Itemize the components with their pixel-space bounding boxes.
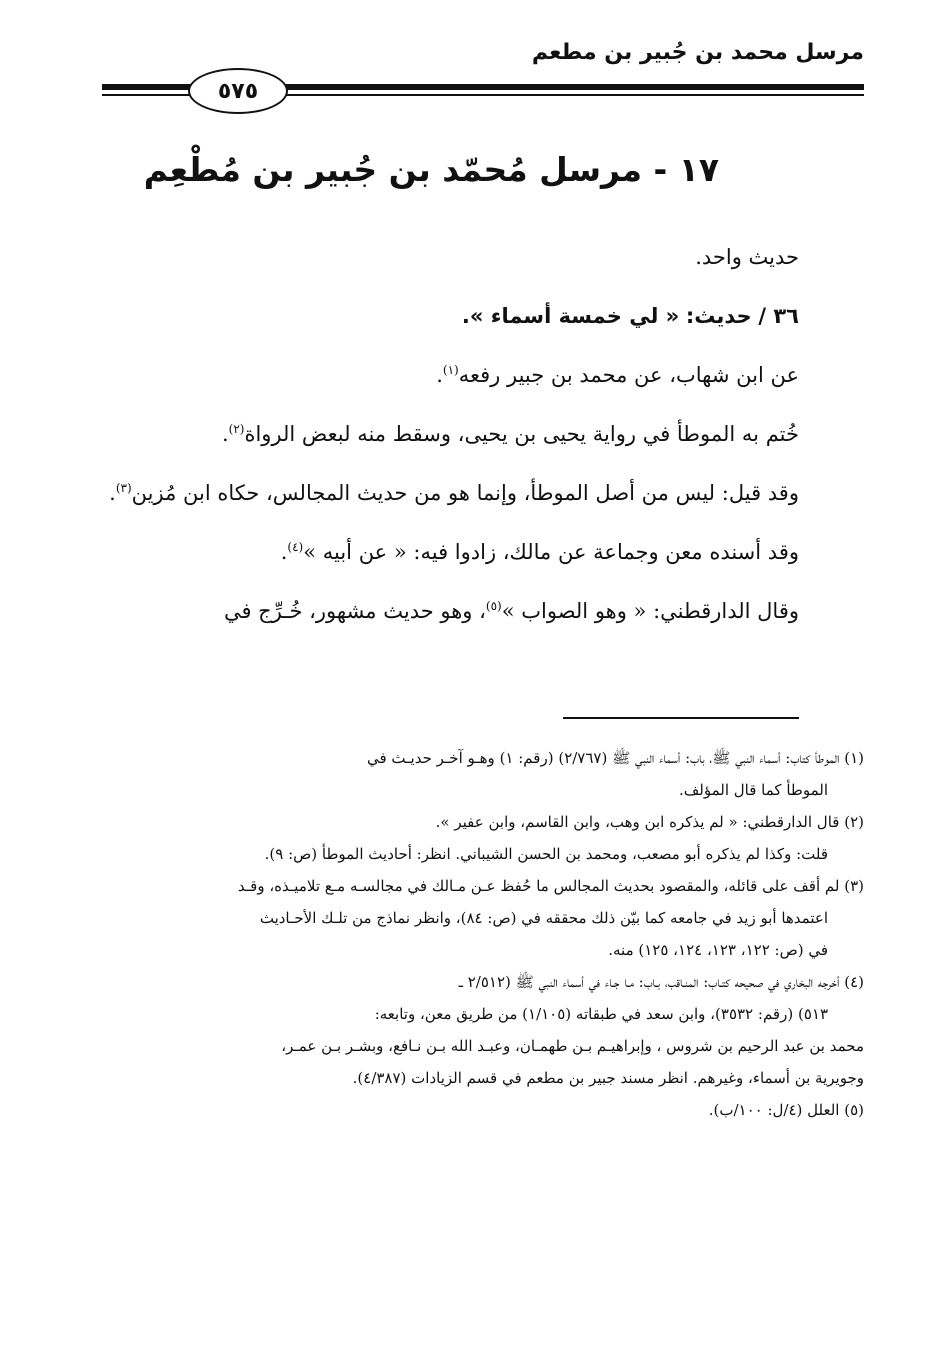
footnote-4-cont-3: وجويرية بن أسماء، وغيرهم. انظر مسند جبير بن مطعم في قسم الزيادات (٤/٣٨٧).: [352, 1069, 864, 1087]
footnote-ref-2: (٢): [228, 422, 245, 436]
footnote-2-cont: قلت: وكذا لم يذكره أبو مصعب، ومحمد بن الحسن الشيباني. انظر: أحاديث الموطأ (ص: ٩).: [264, 845, 828, 863]
chapter-title: ١٧ - مرسل مُحمّد بن جُبير بن مُطْعِم: [143, 150, 719, 189]
paragraph-2: خُتم به الموطأ في رواية يحيى بن يحيى، وسقط منه لبعض الرواة$^{(٢)}$.: [221, 422, 799, 446]
hadith-text: « لي خمسة أسماء ».: [461, 304, 680, 328]
footnote-4: (٤) أخرجه البخاري في صحيحه كتـاب: المنـاقب، بـاب: مـا جـاء في أسماء النبي ﷺ (٢/٥١٢ ـ: [458, 973, 864, 991]
footnote-1-cont: الموطأ كما قال المؤلف.: [678, 781, 828, 799]
paragraph-5: وقال الدارقطني: « وهو الصواب »$^{(٥)}$، وهو حديث مشهور، خُـرِّج في: [223, 599, 799, 623]
footnote-ref-4: (٤): [287, 540, 304, 554]
footnote-3-cont-2: في (ص: ١٢٢، ١٢٣، ١٢٤، ١٢٥) منه.: [608, 941, 828, 959]
hadith-heading: [99, 287, 799, 346]
footnote-3-cont-1: اعتمدها أبو زيد في جامعه كما بيّن ذلك محققه في (ص: ٨٤)، وانظر نماذج من تلـك الأحـاديث: [259, 909, 828, 927]
footnote-3: (٣) لم أقف على قائله، والمقصود بحديث المجالس ما حُفظ عـن مـالك في مجالسـه مـع تلاميـذه، وقـد: [237, 877, 864, 895]
footnotes: [106, 742, 864, 1126]
running-header: مرسل محمد بن جُبير بن مطعم: [531, 40, 864, 65]
paragraph-4: وقد أسنده معن وجماعة عن مالك، زادوا فيه: « عن أبيه »$^{(٤)}$.: [280, 540, 799, 564]
footnote-ref-1: (١): [442, 363, 459, 377]
footnote-5: (٥) العلل (٤/ل: ١٠٠/ب).: [708, 1101, 864, 1119]
footnote-2: (٢) قال الدارقطني: « لم يذكره ابن وهب، وابن القاسم، وابن عفير ».: [435, 813, 864, 831]
footnote-ref-5: (٥): [485, 599, 502, 613]
hadith-number: ٣٦ /: [758, 304, 799, 328]
main-text: [99, 228, 799, 641]
footnote-1: (١) الموطأ كتاب: أسماء النبي ﷺ، باب: أسماء النبي ﷺ (٢/٧٦٧) (رقم: ١) وهـو آخـر حديـث في: [366, 749, 864, 767]
footnote-4-cont-1: ٥١٣) (رقم: ٣٥٣٢)، وابن سعد في طبقاته (١/١٠٥) من طريق معن، وتابعه:: [374, 1005, 828, 1023]
paragraph-3: وقد قيل: ليس من أصل الموطأ، وإنما هو من حديث المجالس، حكاه ابن مُزين$^{(٣)}$.: [109, 481, 799, 505]
footnote-separator: [563, 717, 799, 719]
paragraph-1: عن ابن شهاب، عن محمد بن جبير رفعه$^{(١)}$.: [436, 363, 799, 387]
footnote-4-cont-2: محمد بن عبد الرحيم بن شروس ، وإبراهيـم بـن طهمـان، وعبـد الله بـن نـافع، وبشـر بـن عمـر،: [281, 1037, 864, 1055]
hadith-label: حديث:: [685, 304, 752, 328]
page-number: ٥٧٥: [188, 68, 288, 114]
intro-line: حديث واحد.: [695, 245, 799, 269]
footnote-ref-3: (٣): [115, 481, 132, 495]
